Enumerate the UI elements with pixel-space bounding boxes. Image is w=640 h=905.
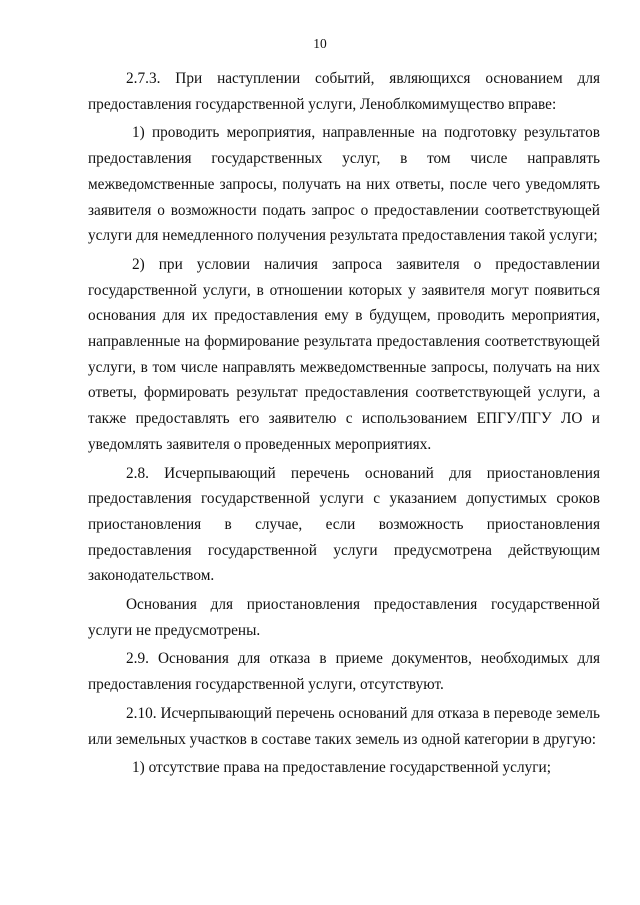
paragraph-2-10-item-1: 1) отсутствие права на предоставление государственной услуги; — [132, 759, 551, 777]
page-number: 10 — [313, 36, 327, 51]
paragraph-2-10: 2.10. Исчерпывающий перечень оснований для отказа в переводе земель или земельных участков в составе таких земель из одной категории в другую: — [88, 704, 600, 748]
document-body — [88, 66, 600, 784]
paragraph-item-2: 2) при условии наличия запроса заявителя о предоставлении государственной услуги, в отношении которых у заявителя могут появиться основания для их предоставления ему в будущем, проводить мероприятия, направленные на формирование результата предоставления соответствующей услуги, в том числе направлять межведомственные запросы, получать на них ответы, формировать результат предоставления соответствующей услуги, а также предоставлять его заявителю с использованием ЕПГУ/ПГУ ЛО и уведомлять заявителя о проведенных мероприятиях. — [88, 255, 600, 453]
paragraph-2-8: 2.8. Исчерпывающий перечень оснований для приостановления предоставления государственной услуги с указанием допустимых сроков приостановления в случае, если возможность приостановления предоставления государственной услуги предусмотрена действующим законодательством. — [88, 464, 600, 585]
paragraph-2-7-3: 2.7.3. При наступлении событий, являющихся основанием для предоставления государственной услуги, Леноблкомимущество вправе: — [88, 70, 600, 113]
paragraph-2-9: 2.9. Основания для отказа в приеме документов, необходимых для предоставления государственной услуги, отсутствуют. — [88, 650, 600, 694]
paragraph-item-1: 1) проводить мероприятия, направленные на подготовку результатов предоставления государственных услуг, в том числе направлять межведомственные запросы, получать на них ответы, после чего уведомлять заявителя о возможности подать запрос о предоставлении соответствующей услуги для немедленного получения результата предоставления такой услуги; — [88, 124, 600, 245]
paragraph-suspension-grounds: Основания для приостановления предоставления государственной услуги не предусмотрены. — [88, 596, 600, 639]
